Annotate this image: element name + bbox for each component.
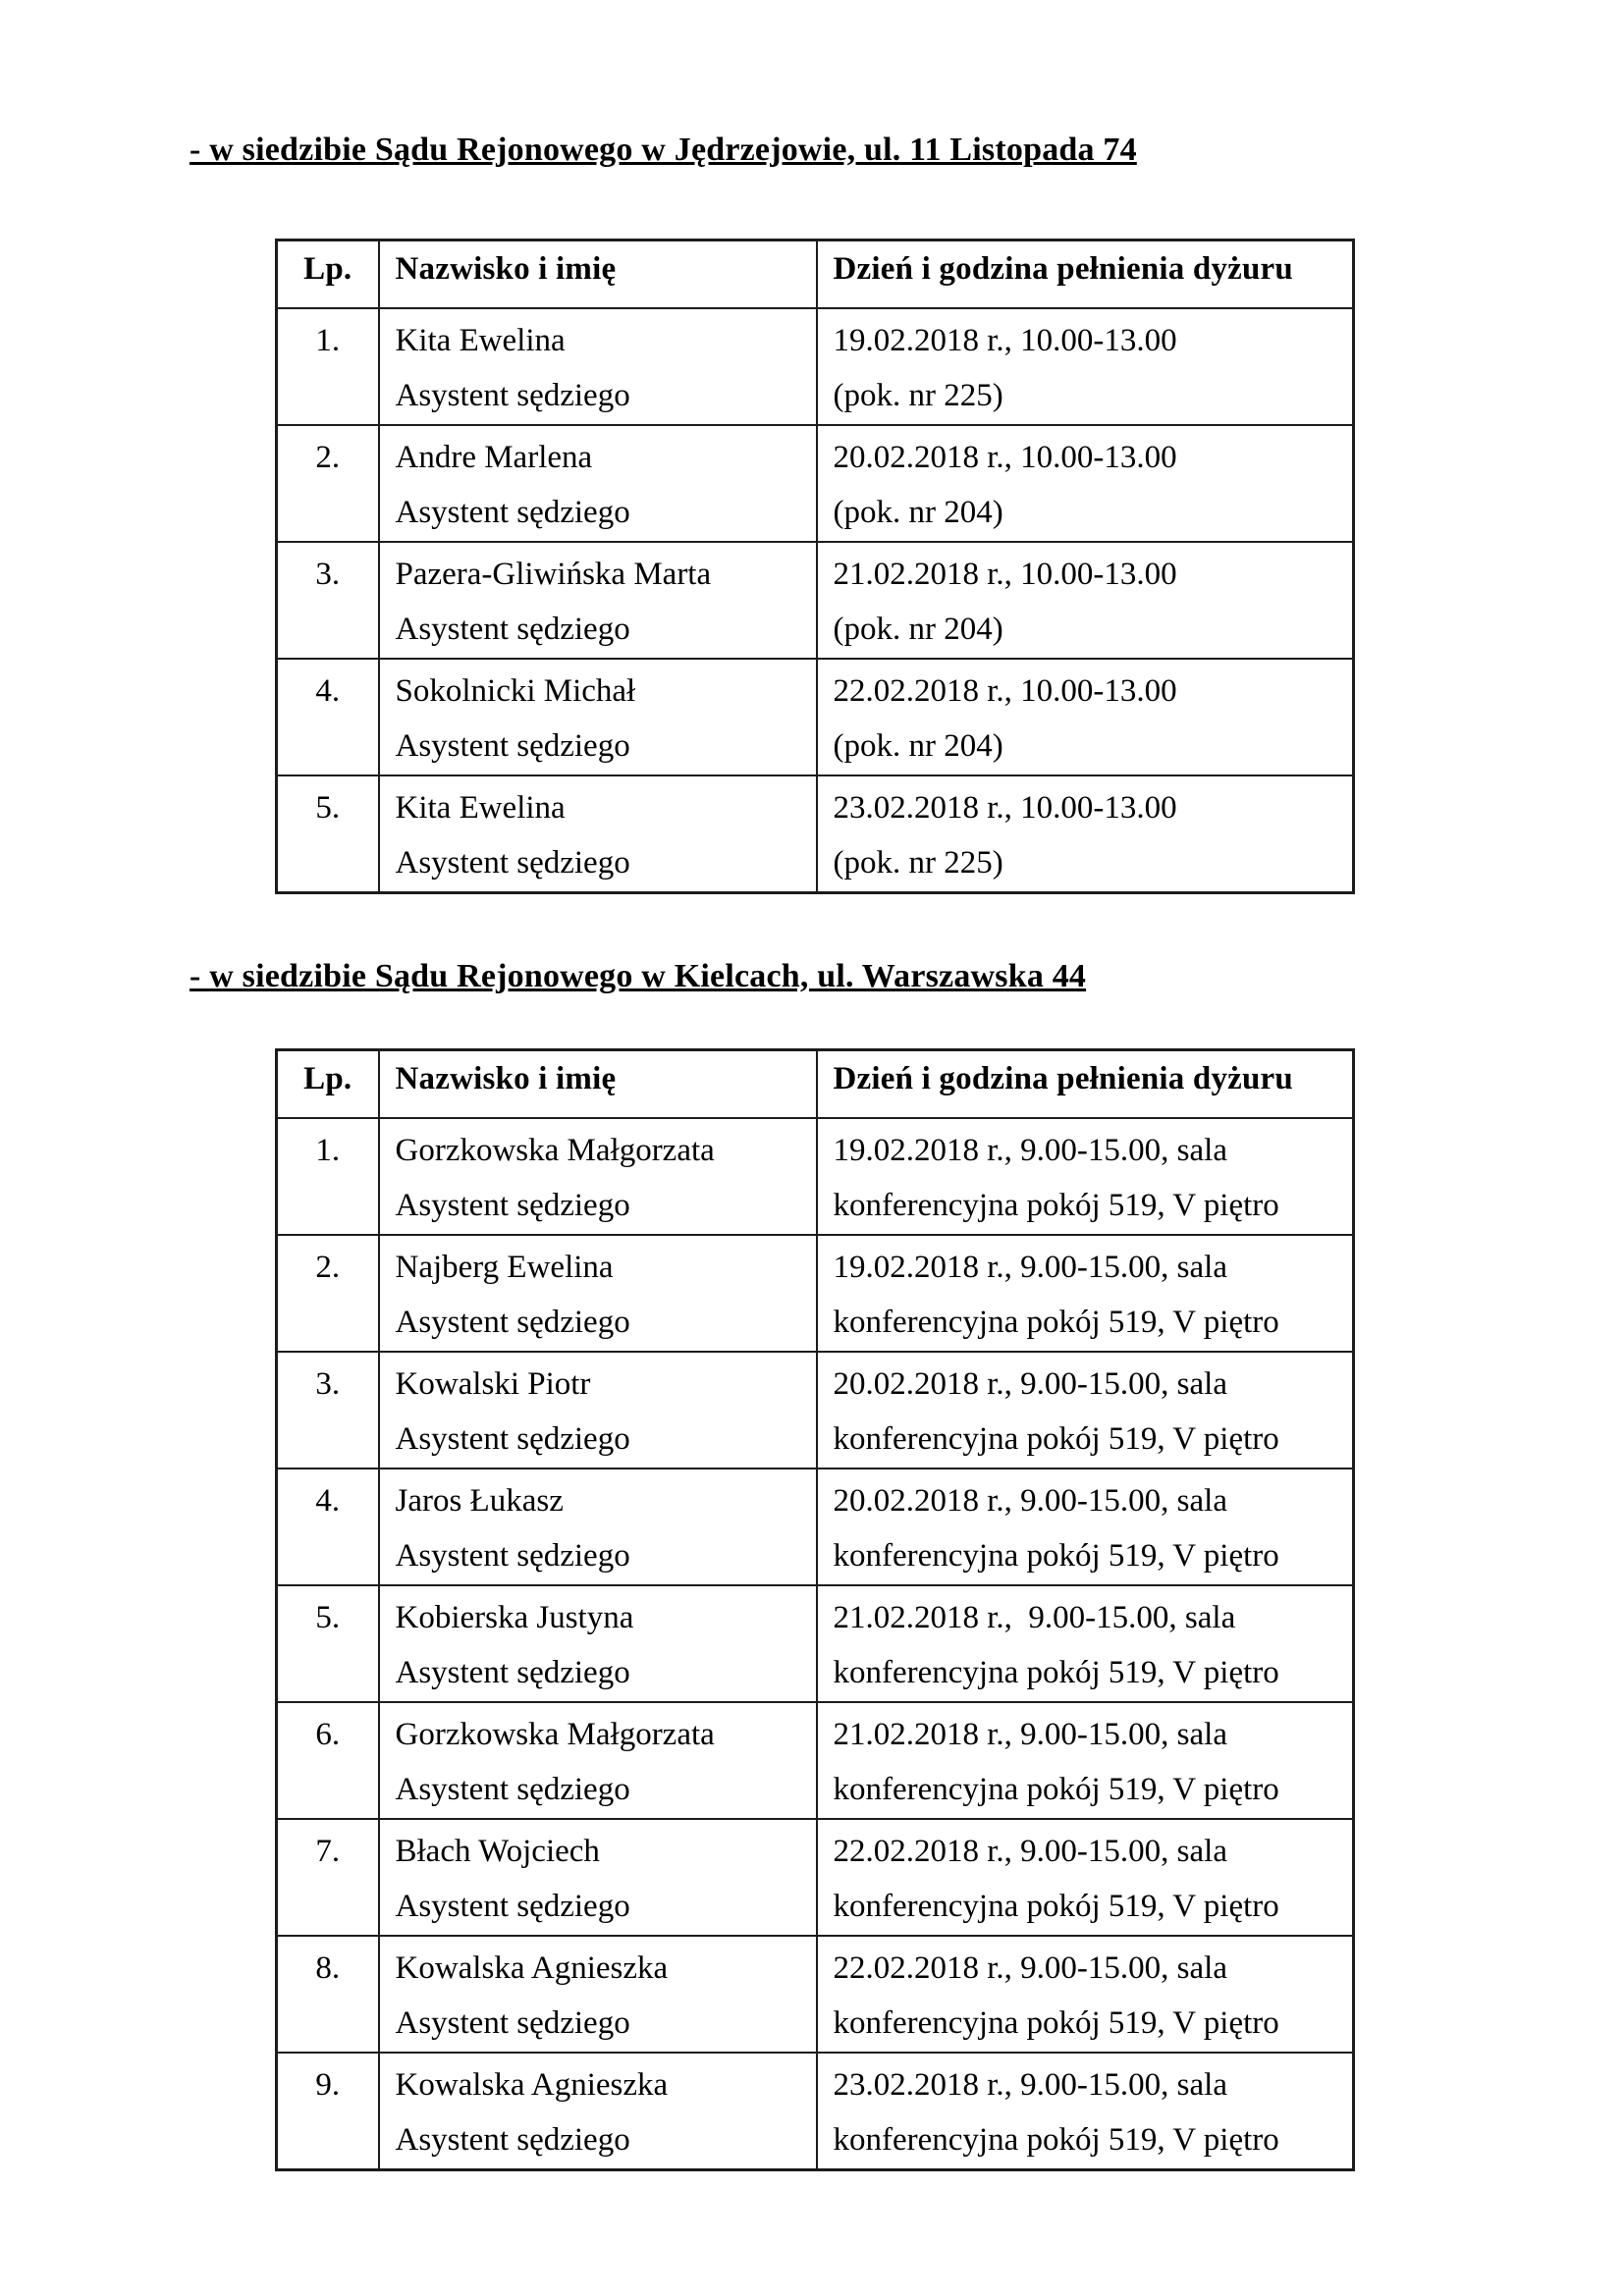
table-row (277, 1585, 1354, 1702)
cell-duty (817, 425, 1354, 542)
cell-row-number (277, 775, 379, 893)
duty-date-time: 19.02.2018 r., 9.00-15.00, sala (833, 1250, 1227, 1285)
person-role: Asystent sędziego (395, 1889, 630, 1924)
duty-location: (pok. nr 225) (833, 378, 1003, 413)
person-role: Asystent sędziego (395, 1655, 630, 1690)
table-header-row (277, 240, 1354, 309)
duty-date-time: 20.02.2018 r., 9.00-15.00, sala (833, 1483, 1227, 1519)
row-number: 2. (315, 440, 341, 475)
person-name: Sokolnicki Michał (395, 673, 636, 709)
table-row (277, 1352, 1354, 1468)
table-row (277, 775, 1354, 893)
cell-duty (817, 659, 1354, 775)
row-number: 2. (315, 1250, 341, 1285)
cell-row-number (277, 1235, 379, 1352)
cell-duty (817, 1585, 1354, 1702)
row-number: 1. (315, 323, 341, 358)
cell-person (379, 1235, 817, 1352)
column-header-lp: Lp. (277, 1050, 379, 1119)
person-name: Kobierska Justyna (395, 1600, 634, 1635)
person-name: Najberg Ewelina (395, 1250, 614, 1285)
row-number: 6. (315, 1717, 341, 1752)
person-role: Asystent sędziego (395, 495, 630, 530)
person-name: Pazera-Gliwińska Marta (395, 557, 712, 592)
person-role: Asystent sędziego (395, 378, 630, 413)
cell-person (379, 2053, 817, 2170)
cell-duty (817, 775, 1354, 893)
cell-row-number (277, 425, 379, 542)
cell-person (379, 775, 817, 893)
person-name: Gorzkowska Małgorzata (395, 1133, 715, 1168)
duty-table-jedrzejow (275, 239, 1355, 894)
cell-row-number (277, 2053, 379, 2170)
row-number: 4. (315, 1483, 341, 1519)
cell-person (379, 1468, 817, 1585)
cell-row-number (277, 1936, 379, 2053)
duty-location: konferencyjna pokój 519, V piętro (833, 1538, 1279, 1574)
cell-person (379, 1936, 817, 2053)
duty-location: (pok. nr 204) (833, 495, 1003, 530)
column-header-duty: Dzień i godzina pełnienia dyżuru (817, 240, 1354, 309)
duty-location: konferencyjna pokój 519, V piętro (833, 1655, 1279, 1690)
cell-person (379, 542, 817, 659)
person-name: Kowalska Agnieszka (395, 1950, 669, 1986)
cell-duty (817, 1819, 1354, 1936)
row-number: 4. (315, 673, 341, 709)
duty-location: konferencyjna pokój 519, V piętro (833, 1772, 1279, 1807)
duty-date-time: 22.02.2018 r., 10.00-13.00 (833, 673, 1177, 709)
person-role: Asystent sędziego (395, 1421, 630, 1457)
row-number: 7. (315, 1834, 341, 1869)
table-body (277, 308, 1354, 893)
table-body (277, 1118, 1354, 2170)
duty-date-time: 21.02.2018 r., 10.00-13.00 (833, 557, 1177, 592)
cell-row-number (277, 1118, 379, 1235)
duty-location: konferencyjna pokój 519, V piętro (833, 1889, 1279, 1924)
cell-person (379, 1819, 817, 1936)
section-heading-jedrzejow: - w siedzibie Sądu Rejonowego w Jędrzejowie, ul. 11 Listopada 74 (189, 132, 1137, 168)
row-number: 9. (315, 2067, 341, 2103)
person-role: Asystent sędziego (395, 1305, 630, 1340)
cell-row-number (277, 308, 379, 425)
duty-table-kielce (275, 1048, 1355, 2171)
cell-duty (817, 1468, 1354, 1585)
person-role: Asystent sędziego (395, 845, 630, 881)
cell-row-number (277, 1819, 379, 1936)
table-row (277, 1702, 1354, 1819)
table-header-row (277, 1050, 1354, 1119)
row-number: 3. (315, 557, 341, 592)
person-name: Gorzkowska Małgorzata (395, 1717, 715, 1752)
person-name: Kita Ewelina (395, 323, 566, 358)
person-role: Asystent sędziego (395, 612, 630, 647)
column-header-duty: Dzień i godzina pełnienia dyżuru (817, 1050, 1354, 1119)
section-kielce (0, 894, 1624, 2171)
cell-duty (817, 542, 1354, 659)
person-role: Asystent sędziego (395, 728, 630, 764)
duty-location: konferencyjna pokój 519, V piętro (833, 2122, 1279, 2158)
person-role: Asystent sędziego (395, 1188, 630, 1223)
duty-date-time: 23.02.2018 r., 10.00-13.00 (833, 790, 1177, 826)
person-role: Asystent sędziego (395, 2122, 630, 2158)
table-row (277, 1118, 1354, 1235)
duty-date-time: 19.02.2018 r., 10.00-13.00 (833, 323, 1177, 358)
cell-person (379, 1585, 817, 1702)
cell-person (379, 1702, 817, 1819)
row-number: 3. (315, 1366, 341, 1402)
person-name: Błach Wojciech (395, 1834, 600, 1869)
duty-location: konferencyjna pokój 519, V piętro (833, 1188, 1279, 1223)
duty-date-time: 20.02.2018 r., 10.00-13.00 (833, 440, 1177, 475)
cell-person (379, 308, 817, 425)
person-role: Asystent sędziego (395, 2005, 630, 2041)
duty-location: (pok. nr 204) (833, 728, 1003, 764)
duty-location: konferencyjna pokój 519, V piętro (833, 1305, 1279, 1340)
table-row (277, 2053, 1354, 2170)
cell-duty (817, 308, 1354, 425)
cell-duty (817, 2053, 1354, 2170)
cell-row-number (277, 1702, 379, 1819)
cell-row-number (277, 542, 379, 659)
person-name: Andre Marlena (395, 440, 593, 475)
duty-location: (pok. nr 204) (833, 612, 1003, 647)
person-role: Asystent sędziego (395, 1538, 630, 1574)
cell-person (379, 1352, 817, 1468)
person-name: Kowalski Piotr (395, 1366, 591, 1402)
duty-date-time: 20.02.2018 r., 9.00-15.00, sala (833, 1366, 1227, 1402)
person-name: Kowalska Agnieszka (395, 2067, 669, 2103)
table-row (277, 1235, 1354, 1352)
duty-date-time: 22.02.2018 r., 9.00-15.00, sala (833, 1950, 1227, 1986)
cell-duty (817, 1352, 1354, 1468)
duty-location: konferencyjna pokój 519, V piętro (833, 1421, 1279, 1457)
row-number: 5. (315, 790, 341, 826)
section-heading-kielce: - w siedzibie Sądu Rejonowego w Kielcach, ul. Warszawska 44 (189, 958, 1087, 994)
cell-duty (817, 1702, 1354, 1819)
column-header-lp: Lp. (277, 240, 379, 309)
column-header-name: Nazwisko i imię (379, 240, 817, 309)
cell-row-number (277, 1352, 379, 1468)
table-row (277, 1819, 1354, 1936)
duty-date-time: 22.02.2018 r., 9.00-15.00, sala (833, 1834, 1227, 1869)
table-row (277, 659, 1354, 775)
row-number: 8. (315, 1950, 341, 1986)
person-name: Kita Ewelina (395, 790, 566, 826)
table-row (277, 1936, 1354, 2053)
cell-duty (817, 1118, 1354, 1235)
table-row (277, 425, 1354, 542)
duty-date-time: 23.02.2018 r., 9.00-15.00, sala (833, 2067, 1227, 2103)
cell-row-number (277, 1585, 379, 1702)
cell-row-number (277, 1468, 379, 1585)
table-row (277, 308, 1354, 425)
cell-person (379, 425, 817, 542)
row-number: 5. (315, 1600, 341, 1635)
section-jedrzejow (0, 0, 1624, 894)
cell-person (379, 1118, 817, 1235)
table-row (277, 1468, 1354, 1585)
duty-date-time: 19.02.2018 r., 9.00-15.00, sala (833, 1133, 1227, 1168)
column-header-name: Nazwisko i imię (379, 1050, 817, 1119)
duty-location: konferencyjna pokój 519, V piętro (833, 2005, 1279, 2041)
duty-date-time: 21.02.2018 r., 9.00-15.00, sala (833, 1600, 1236, 1635)
cell-person (379, 659, 817, 775)
table-row (277, 542, 1354, 659)
duty-location: (pok. nr 225) (833, 845, 1003, 881)
person-role: Asystent sędziego (395, 1772, 630, 1807)
cell-duty (817, 1936, 1354, 2053)
person-name: Jaros Łukasz (395, 1483, 564, 1519)
duty-date-time: 21.02.2018 r., 9.00-15.00, sala (833, 1717, 1227, 1752)
cell-duty (817, 1235, 1354, 1352)
row-number: 1. (315, 1133, 341, 1168)
cell-row-number (277, 659, 379, 775)
